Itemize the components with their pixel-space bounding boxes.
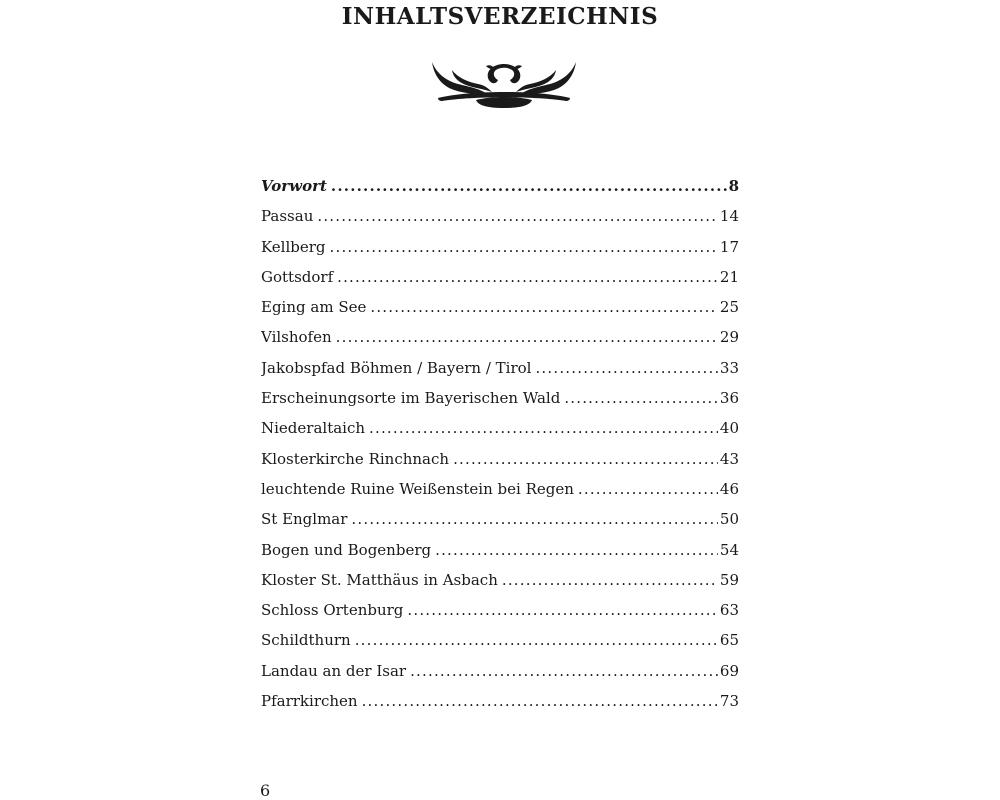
toc-leader-dots [410, 656, 718, 686]
toc-entry-page: 69 [719, 661, 739, 680]
toc-leader-dots [435, 535, 718, 565]
toc-entry [261, 383, 739, 413]
toc-entry [261, 232, 739, 262]
toc-entry [261, 353, 739, 383]
toc-entry [261, 171, 739, 201]
toc-entry-label: Kellberg [261, 237, 326, 256]
lotus-ornament-icon [430, 58, 578, 108]
toc-entry [261, 625, 739, 655]
toc-entry [261, 595, 739, 625]
toc-entry-page: 59 [719, 570, 739, 589]
toc-entry-label: Landau an der Isar [261, 661, 407, 680]
table-of-contents [261, 171, 739, 716]
toc-leader-dots [331, 171, 727, 201]
toc-entry-page: 33 [719, 358, 739, 377]
toc-entry-label: Schildthurn [261, 631, 351, 650]
toc-entry-label: Eging am See [261, 298, 367, 317]
toc-entry [261, 535, 739, 565]
toc-leader-dots [355, 625, 718, 655]
toc-leader-dots [351, 504, 717, 534]
toc-leader-dots [337, 262, 718, 292]
toc-entry [261, 413, 739, 443]
toc-entry-page: 14 [719, 207, 739, 226]
toc-entry [261, 262, 739, 292]
toc-entry [261, 656, 739, 686]
toc-entry-page: 46 [719, 479, 739, 498]
page-number: 6 [260, 781, 271, 800]
toc-leader-dots [369, 413, 718, 443]
toc-leader-dots [564, 383, 718, 413]
toc-entry-label: Erscheinungsorte im Bayerischen Wald [261, 389, 561, 408]
toc-entry-label: Schloss Ortenburg [261, 601, 404, 620]
toc-entry-label: Gottsdorf [261, 267, 334, 286]
toc-entry [261, 444, 739, 474]
toc-leader-dots [578, 474, 718, 504]
toc-entry-label: Vorwort [261, 177, 327, 195]
toc-entry-label: Passau [261, 207, 314, 226]
toc-entry-page: 65 [719, 631, 739, 650]
toc-entry-label: Jakobspfad Böhmen / Bayern / Tirol [261, 358, 532, 377]
toc-leader-dots [317, 201, 718, 231]
toc-entry-page: 40 [719, 419, 739, 438]
toc-entry-label: leuchtende Ruine Weißenstein bei Regen [261, 479, 574, 498]
toc-entry [261, 474, 739, 504]
toc-entry-label: Vilshofen [261, 328, 332, 347]
toc-entry-page: 17 [719, 237, 739, 256]
toc-leader-dots [407, 595, 718, 625]
toc-entry-page: 25 [719, 298, 739, 317]
toc-leader-dots [362, 686, 718, 716]
toc-entry [261, 292, 739, 322]
toc-leader-dots [370, 292, 718, 322]
toc-leader-dots [330, 232, 718, 262]
toc-leader-dots [336, 322, 718, 352]
page-title: INHALTSVERZEICHNIS [341, 3, 659, 30]
toc-entry [261, 504, 739, 534]
toc-entry-label: Kloster St. Matthäus in Asbach [261, 570, 498, 589]
toc-entry-label: St Englmar [261, 510, 348, 529]
toc-entry-label: Klosterkirche Rinchnach [261, 449, 450, 468]
toc-entry [261, 686, 739, 716]
toc-leader-dots [535, 353, 717, 383]
toc-entry-label: Niederaltaich [261, 419, 366, 438]
toc-entry-page: 8 [728, 177, 739, 195]
toc-entry-page: 36 [719, 389, 739, 408]
toc-leader-dots [453, 444, 718, 474]
toc-entry-page: 43 [719, 449, 739, 468]
toc-leader-dots [502, 565, 718, 595]
toc-entry-page: 29 [719, 328, 739, 347]
toc-entry-page: 73 [719, 692, 739, 711]
toc-entry [261, 322, 739, 352]
toc-entry-page: 63 [719, 601, 739, 620]
toc-entry-label: Bogen und Bogenberg [261, 540, 432, 559]
toc-entry-page: 21 [719, 267, 739, 286]
toc-entry [261, 565, 739, 595]
toc-entry-page: 54 [719, 540, 739, 559]
toc-entry-page: 50 [719, 510, 739, 529]
toc-entry [261, 201, 739, 231]
toc-entry-label: Pfarrkirchen [261, 692, 358, 711]
